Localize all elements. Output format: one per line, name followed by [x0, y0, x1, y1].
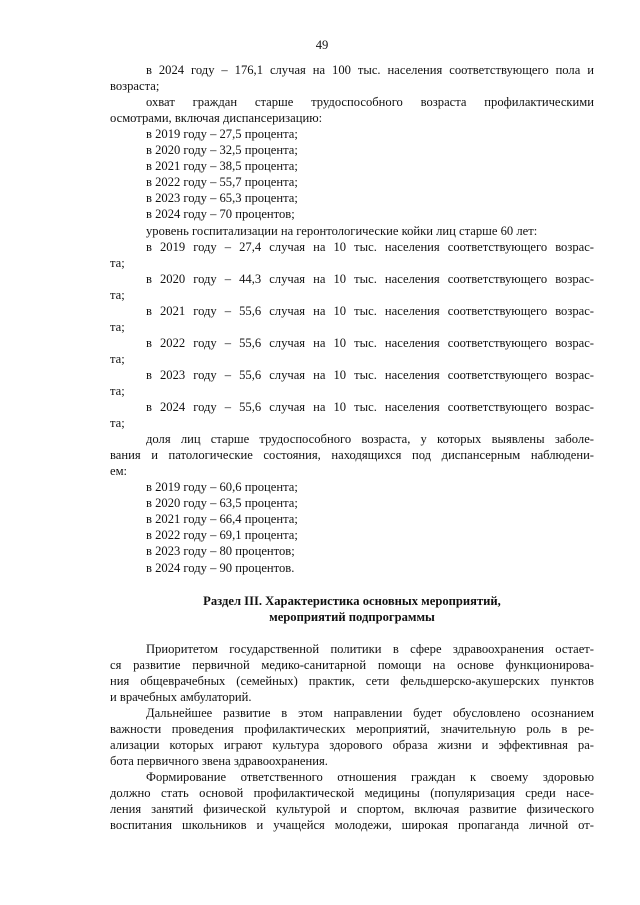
- text-line: та;: [110, 319, 125, 334]
- text-line: Формирование ответственного отношения граждан к своему здоровью: [146, 770, 594, 785]
- text-line: ся развитие первичной медико-санитарной помощи на основе функционирова-: [110, 657, 594, 672]
- text-line: та;: [110, 383, 125, 398]
- text-line: в 2019 году – 27,4 случая на 10 тыс. населения соответствующего возрас-: [146, 239, 594, 254]
- indicator-list: [110, 62, 594, 576]
- text-line: в 2022 году – 55,6 случая на 10 тыс. населения соответствующего возрас-: [146, 335, 594, 350]
- text-line: ления занятий физической культурой и спортом, включая развитие физического: [110, 802, 594, 817]
- text-line: в 2021 году – 38,5 процента;: [146, 159, 298, 174]
- text-line: бота первичного звена здравоохранения.: [110, 753, 328, 768]
- text-line: доля лиц старше трудоспособного возраста, у которых выявлены заболе-: [146, 432, 594, 447]
- text-line: в 2024 году – 70 процентов;: [146, 207, 295, 222]
- text-line: ния общеврачебных (семейных) практик, сети фельдшерско-акушерских пунктов: [110, 673, 594, 688]
- text-line: должно стать основой профилактической медицины (популяризация среди насе-: [110, 786, 594, 801]
- text-line: в 2024 году – 176,1 случая на 100 тыс. населения соответствующего пола и: [146, 63, 594, 78]
- text-line: в 2020 году – 32,5 процента;: [146, 143, 298, 158]
- text-line: охват граждан старше трудоспособного возраста профилактическими: [146, 95, 594, 110]
- text-line: в 2024 году – 90 процентов.: [146, 560, 295, 575]
- text-line: Приоритетом государственной политики в сфере здравоохранения остает-: [146, 641, 594, 656]
- text-line: Дальнейшее развитие в этом направлении будет обусловлено осознанием: [146, 705, 594, 720]
- text-line: важности проведения профилактических мероприятий, значительную роль в ре-: [110, 721, 594, 736]
- text-line: в 2019 году – 60,6 процента;: [146, 480, 298, 495]
- text-line: в 2023 году – 80 процентов;: [146, 544, 295, 559]
- section-title-line-1: Раздел III. Характеристика основных мероприятий,: [203, 593, 501, 608]
- text-line: та;: [110, 287, 125, 302]
- page-number: 49: [315, 38, 329, 52]
- text-line: ем:: [110, 464, 128, 479]
- text-line: и врачебных амбулаторий.: [110, 689, 252, 704]
- text-line: в 2022 году – 55,7 процента;: [146, 175, 298, 190]
- text-line: воспитания школьников и учащейся молодежи, широкая пропаганда личной от-: [110, 818, 594, 833]
- text-line: та;: [110, 416, 125, 431]
- text-line: осмотрами, включая диспансеризацию:: [110, 111, 323, 126]
- section-heading: [110, 593, 594, 625]
- text-line: в 2019 году – 27,5 процента;: [146, 127, 298, 142]
- text-line: вания и патологические состояния, находящихся под диспансерным наблюдени-: [110, 448, 594, 463]
- text-line: в 2023 году – 55,6 случая на 10 тыс. населения соответствующего возрас-: [146, 367, 594, 382]
- text-line: ализации которых играют культура здорового образа жизни и эффективная ра-: [110, 737, 594, 752]
- text-line: в 2021 году – 66,4 процента;: [146, 512, 298, 527]
- text-line: в 2022 году – 69,1 процента;: [146, 528, 298, 543]
- text-line: та;: [110, 255, 125, 270]
- text-line: в 2020 году – 63,5 процента;: [146, 496, 298, 511]
- text-line: та;: [110, 351, 125, 366]
- text-line: возраста;: [110, 79, 160, 94]
- text-line: в 2020 году – 44,3 случая на 10 тыс. населения соответствующего возрас-: [146, 271, 594, 286]
- section-title-line-2: мероприятий подпрограммы: [269, 609, 435, 624]
- text-line: уровень госпитализации на геронтологические койки лиц старше 60 лет:: [146, 223, 538, 238]
- text-line: в 2023 году – 65,3 процента;: [146, 191, 298, 206]
- text-line: в 2024 году – 55,6 случая на 10 тыс. населения соответствующего возрас-: [146, 400, 594, 415]
- text-line: в 2021 году – 55,6 случая на 10 тыс. населения соответствующего возрас-: [146, 303, 594, 318]
- section-body: [110, 641, 594, 834]
